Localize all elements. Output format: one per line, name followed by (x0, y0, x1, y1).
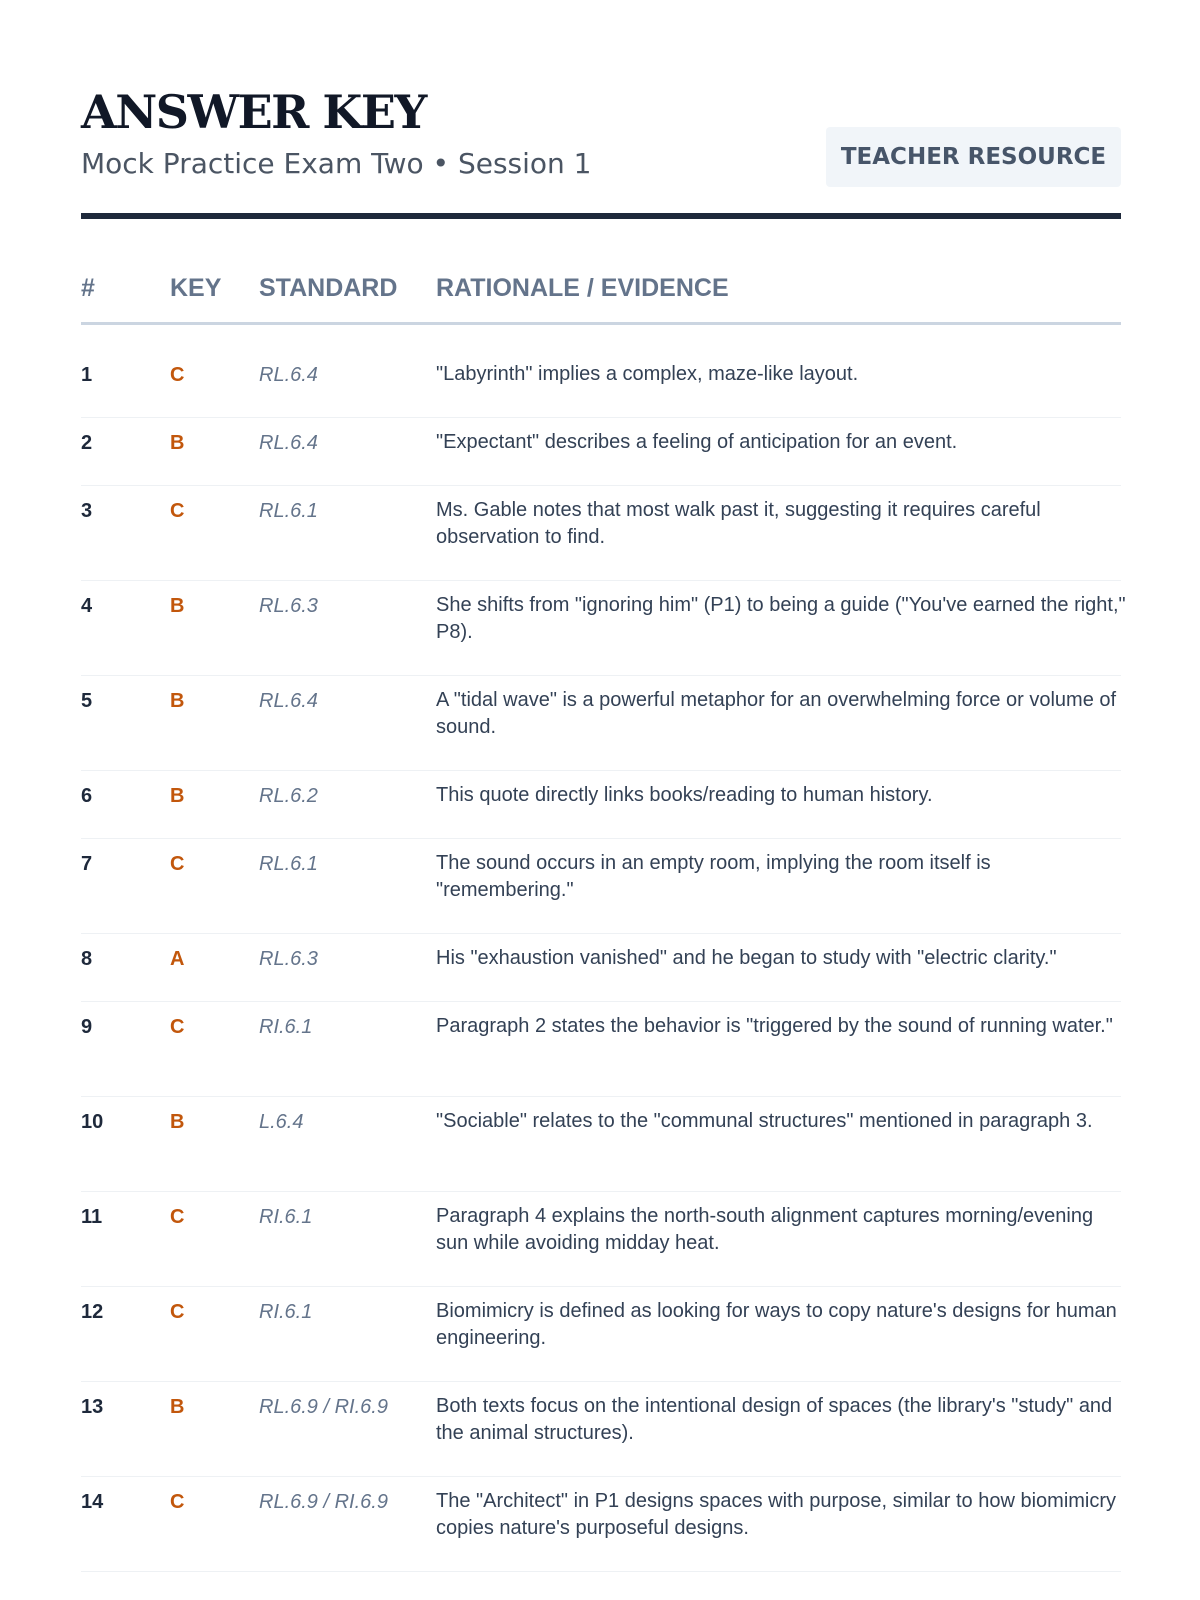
table-row (81, 1382, 1121, 1477)
standard-code: RL.6.4 (259, 690, 318, 712)
answer-table-body (81, 350, 1126, 1572)
column-header-key: KEY (170, 274, 222, 302)
question-number: 6 (81, 785, 93, 807)
question-number: 12 (81, 1301, 104, 1323)
table-row (81, 1192, 1121, 1287)
question-number: 13 (81, 1396, 104, 1418)
answer-key: C (170, 1206, 185, 1228)
rationale-text: Both texts focus on the intentional design of spaces (the library's "study" and the animal structures). (436, 1395, 1113, 1444)
answer-key: B (170, 1396, 185, 1418)
table-header (81, 270, 1121, 325)
standard-code: RL.6.3 (259, 595, 318, 617)
standard-code: RL.6.1 (259, 500, 318, 522)
table-row (81, 934, 1121, 1002)
column-header-rationale: RATIONALE / EVIDENCE (436, 274, 729, 302)
answer-key: C (170, 364, 185, 386)
answer-key: B (170, 1111, 185, 1133)
question-number: 5 (81, 690, 93, 712)
answer-key-page (81, 0, 1126, 1539)
rationale-text: This quote directly links books/reading to human history. (436, 784, 933, 806)
rationale-text: "Sociable" relates to the "communal structures" mentioned in paragraph 3. (436, 1110, 1093, 1132)
table-row (81, 1002, 1121, 1097)
answer-key: C (170, 1016, 185, 1038)
rationale-text: A "tidal wave" is a powerful metaphor for an overwhelming force or volume of sound. (436, 689, 1117, 738)
question-number: 14 (81, 1491, 104, 1513)
rationale-text: The sound occurs in an empty room, implying the room itself is "remembering." (436, 852, 991, 901)
rationale-text: Paragraph 2 states the behavior is "triggered by the sound of running water." (436, 1015, 1113, 1037)
rationale-text: "Labyrinth" implies a complex, maze-like layout. (436, 363, 859, 385)
table-row (81, 839, 1121, 934)
rationale-text: "Expectant" describes a feeling of anticipation for an event. (436, 431, 958, 453)
table-row (81, 1477, 1121, 1572)
standard-code: RL.6.9 / RI.6.9 (259, 1491, 388, 1513)
rationale-text: Ms. Gable notes that most walk past it, suggesting it requires careful observation to find. (436, 499, 1041, 548)
question-number: 10 (81, 1111, 104, 1133)
standard-code: RL.6.3 (259, 948, 318, 970)
answer-key: B (170, 432, 185, 454)
answer-key: B (170, 785, 185, 807)
rationale-text: She shifts from "ignoring him" (P1) to being a guide ("You've earned the right," P8). (436, 594, 1126, 643)
answer-key: C (170, 853, 185, 875)
question-number: 1 (81, 364, 93, 386)
standard-code: RI.6.1 (259, 1016, 313, 1038)
rationale-text: His "exhaustion vanished" and he began to study with "electric clarity." (436, 947, 1057, 969)
teacher-resource-badge: TEACHER RESOURCE (826, 127, 1121, 187)
rationale-text: The "Architect" in P1 designs spaces with purpose, similar to how biomimicry copies nature's purposeful designs. (436, 1490, 1117, 1539)
standard-code: RL.6.4 (259, 432, 318, 454)
standard-code: RI.6.1 (259, 1206, 313, 1228)
answer-key: B (170, 690, 185, 712)
question-number: 8 (81, 948, 93, 970)
standard-code: RL.6.4 (259, 364, 318, 386)
table-row (81, 1097, 1121, 1192)
column-header-number: # (81, 274, 95, 302)
page-subtitle: Mock Practice Exam Two • Session 1 (81, 147, 592, 180)
standard-code: RL.6.2 (259, 785, 318, 807)
question-number: 7 (81, 853, 93, 875)
page-title: ANSWER KEY (81, 85, 426, 139)
header (81, 0, 1121, 220)
table-row (81, 418, 1121, 486)
table-row (81, 581, 1126, 676)
answer-key: C (170, 1301, 185, 1323)
question-number: 9 (81, 1016, 93, 1038)
answer-key: B (170, 595, 185, 617)
answer-key: C (170, 1491, 185, 1513)
rationale-text: Paragraph 4 explains the north-south alignment captures morning/evening sun while avoiding midday heat. (436, 1205, 1094, 1254)
answer-key: C (170, 500, 185, 522)
answer-key: A (170, 948, 185, 970)
rationale-text: Biomimicry is defined as looking for ways to copy nature's designs for human engineering. (436, 1300, 1117, 1349)
table-row (81, 350, 1121, 418)
table-row (81, 1287, 1121, 1382)
standard-code: RL.6.9 / RI.6.9 (259, 1396, 388, 1418)
table-row (81, 676, 1121, 771)
standard-code: RI.6.1 (259, 1301, 313, 1323)
table-row (81, 486, 1121, 581)
question-number: 3 (81, 500, 93, 522)
question-number: 4 (81, 595, 93, 617)
question-number: 11 (81, 1206, 103, 1228)
header-divider (81, 213, 1121, 219)
standard-code: RL.6.1 (259, 853, 318, 875)
standard-code: L.6.4 (259, 1111, 304, 1133)
column-header-standard: STANDARD (259, 274, 398, 302)
question-number: 2 (81, 432, 93, 454)
table-row (81, 771, 1121, 839)
